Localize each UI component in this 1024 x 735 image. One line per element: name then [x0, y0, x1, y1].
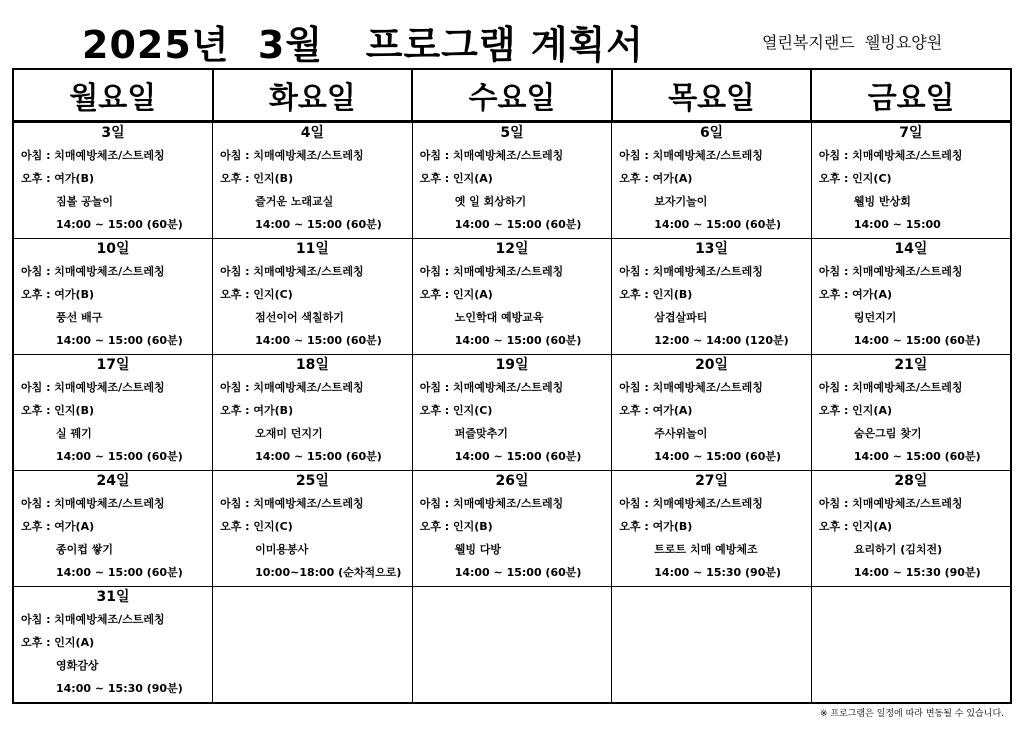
- afternoon-category: 오후 : 인지(C): [220, 288, 293, 301]
- activity-name: 짐볼 공놀이: [56, 195, 113, 208]
- empty-day-cell: [811, 587, 1011, 704]
- page-title: 2025년 3월 프로그램 계획서: [82, 23, 644, 67]
- morning-program: 아침 : 치매예방체조/스트레칭: [619, 497, 763, 510]
- day-number: 18일: [295, 357, 329, 373]
- day-number: 14일: [894, 241, 928, 257]
- activity-time: 14:00 ~ 15:00 (60분): [454, 334, 582, 347]
- day-number: 3일: [101, 125, 125, 141]
- activity-time: 14:00 ~ 15:30 (90분): [654, 566, 782, 579]
- day-cell: [412, 471, 612, 587]
- day-cell: [213, 471, 413, 587]
- activity-name: 웰빙 다방: [454, 543, 502, 556]
- activity-time: 14:00 ~ 15:00 (60분): [853, 334, 981, 347]
- day-cell-content: [413, 239, 612, 354]
- afternoon-category: 오후 : 인지(A): [419, 288, 493, 301]
- morning-program: 아침 : 치매예방체조/스트레칭: [21, 149, 165, 162]
- empty-day-cell: [612, 587, 812, 704]
- day-cell: [412, 122, 612, 239]
- activity-time: 14:00 ~ 15:00 (60분): [454, 218, 582, 231]
- week-row: [13, 355, 1011, 471]
- afternoon-category: 오후 : 인지(B): [419, 520, 493, 533]
- day-number: 26일: [495, 473, 529, 489]
- morning-program: 아침 : 치매예방체조/스트레칭: [619, 149, 763, 162]
- day-cell-content: [812, 471, 1010, 586]
- day-number: 13일: [695, 241, 729, 257]
- afternoon-category: 오후 : 인지(C): [220, 520, 293, 533]
- day-number: 31일: [96, 589, 130, 605]
- afternoon-category: 오후 : 인지(A): [818, 520, 893, 533]
- afternoon-category: 오후 : 여가(A): [619, 404, 693, 417]
- activity-name: 요리하기 (김치전): [853, 543, 943, 556]
- afternoon-category: 오후 : 인지(B): [619, 288, 693, 301]
- morning-program: 아침 : 치매예방체조/스트레칭: [419, 497, 564, 510]
- footer-note: ※ 프로그램은 일정에 따라 변동될 수 있습니다.: [819, 709, 1004, 719]
- morning-program: 아침 : 치매예방체조/스트레칭: [21, 265, 165, 278]
- activity-name: 점선이어 색칠하기: [255, 311, 344, 324]
- weekday-header-tuesday: 화요일: [213, 69, 413, 122]
- activity-time: 14:00 ~ 15:00 (60분): [654, 450, 782, 463]
- activity-name: 숨은그림 찾기: [853, 427, 922, 440]
- activity-time: 14:00 ~ 15:00 (60분): [654, 218, 782, 231]
- day-cell-content: [213, 471, 412, 586]
- day-cell: [811, 239, 1011, 355]
- activity-time: 14:00 ~ 15:00 (60분): [255, 334, 382, 347]
- activity-time: 14:00 ~ 15:30 (90분): [853, 566, 981, 579]
- weekday-header-friday: 금요일: [811, 69, 1011, 122]
- activity-name: 보자기놀이: [654, 195, 708, 208]
- day-number: 20일: [695, 357, 729, 373]
- activity-name: 퍼즐맞추기: [454, 427, 508, 440]
- day-cell: [811, 355, 1011, 471]
- activity-time: 14:00 ~ 15:00 (60분): [56, 334, 183, 347]
- day-number: 21일: [894, 357, 928, 373]
- organization-name: 열린복지랜드 웰빙요양원: [762, 33, 943, 52]
- day-cell-content: [413, 355, 612, 470]
- day-number: 27일: [695, 473, 729, 489]
- morning-program: 아침 : 치매예방체조/스트레칭: [419, 381, 564, 394]
- day-cell-content: [612, 123, 811, 238]
- week-row: [13, 471, 1011, 587]
- week-row: [13, 239, 1011, 355]
- morning-program: 아침 : 치매예방체조/스트레칭: [21, 381, 165, 394]
- day-cell: [412, 355, 612, 471]
- weekday-header-monday: 월요일: [13, 69, 213, 122]
- morning-program: 아침 : 치매예방체조/스트레칭: [220, 265, 364, 278]
- day-cell-content: [213, 239, 412, 354]
- day-cell: [811, 122, 1011, 239]
- day-cell: [13, 587, 213, 704]
- week-row: [13, 587, 1011, 704]
- afternoon-category: 오후 : 여가(B): [21, 288, 95, 301]
- morning-program: 아침 : 치매예방체조/스트레칭: [419, 149, 564, 162]
- activity-name: 이미용봉사: [255, 543, 309, 556]
- schedule-body: [13, 122, 1011, 704]
- day-cell-content: [612, 471, 811, 586]
- day-cell: [612, 471, 812, 587]
- morning-program: 아침 : 치매예방체조/스트레칭: [419, 265, 564, 278]
- activity-time: 14:00 ~ 15:00 (60분): [454, 450, 582, 463]
- day-number: 17일: [96, 357, 130, 373]
- activity-time: 14:00 ~ 15:30 (90분): [56, 682, 183, 695]
- morning-program: 아침 : 치매예방체조/스트레칭: [220, 497, 364, 510]
- activity-time: 10:00~18:00 (순차적으로): [255, 566, 402, 579]
- activity-time: 14:00 ~ 15:00 (60분): [255, 450, 382, 463]
- day-cell-content: [812, 123, 1010, 238]
- morning-program: 아침 : 치매예방체조/스트레칭: [818, 149, 963, 162]
- day-cell: [13, 239, 213, 355]
- day-cell: [811, 471, 1011, 587]
- afternoon-category: 오후 : 인지(A): [818, 404, 893, 417]
- afternoon-category: 오후 : 여가(B): [619, 520, 693, 533]
- day-cell-content: [812, 355, 1010, 470]
- activity-time: 14:00 ~ 15:00 (60분): [56, 450, 183, 463]
- day-cell: [213, 239, 413, 355]
- day-number: 19일: [495, 357, 529, 373]
- afternoon-category: 오후 : 인지(C): [818, 172, 892, 185]
- day-cell-content: [612, 239, 811, 354]
- afternoon-category: 오후 : 인지(A): [21, 636, 95, 649]
- day-number: 25일: [295, 473, 329, 489]
- morning-program: 아침 : 치매예방체조/스트레칭: [21, 613, 165, 626]
- day-cell: [612, 355, 812, 471]
- day-cell-content: [14, 471, 212, 586]
- day-number: 10일: [96, 241, 130, 257]
- day-cell-content: [14, 587, 212, 702]
- activity-name: 웰빙 반상회: [853, 195, 911, 208]
- activity-time: 14:00 ~ 15:00 (60분): [56, 218, 183, 231]
- day-cell: [13, 122, 213, 239]
- afternoon-category: 오후 : 여가(A): [818, 288, 893, 301]
- afternoon-category: 오후 : 인지(B): [21, 404, 95, 417]
- empty-day-cell: [213, 587, 413, 704]
- day-cell: [13, 471, 213, 587]
- afternoon-category: 오후 : 여가(B): [21, 172, 95, 185]
- activity-time: 14:00 ~ 15:00 (60분): [255, 218, 382, 231]
- activity-time: 14:00 ~ 15:00 (60분): [56, 566, 183, 579]
- activity-name: 링던지기: [853, 311, 897, 324]
- afternoon-category: 오후 : 인지(A): [419, 172, 493, 185]
- afternoon-category: 오후 : 여가(B): [220, 404, 294, 417]
- day-number: 7일: [899, 125, 923, 141]
- day-cell: [213, 355, 413, 471]
- day-cell-content: [812, 239, 1010, 354]
- morning-program: 아침 : 치매예방체조/스트레칭: [21, 497, 165, 510]
- activity-time: 12:00 ~ 14:00 (120분): [654, 334, 789, 347]
- day-cell-content: [413, 471, 612, 586]
- day-number: 11일: [295, 241, 329, 257]
- activity-name: 즐거운 노래교실: [255, 195, 334, 208]
- morning-program: 아침 : 치매예방체조/스트레칭: [818, 265, 963, 278]
- day-cell: [412, 239, 612, 355]
- afternoon-category: 오후 : 인지(B): [220, 172, 294, 185]
- weekday-header-row: [13, 69, 1011, 122]
- day-cell-content: [612, 355, 811, 470]
- day-number: 28일: [894, 473, 928, 489]
- schedule-table: [12, 68, 1012, 704]
- weekday-header-wednesday: 수요일: [412, 69, 612, 122]
- weekday-header-thursday: 목요일: [612, 69, 812, 122]
- morning-program: 아침 : 치매예방체조/스트레칭: [619, 381, 763, 394]
- activity-name: 종이컵 쌓기: [56, 543, 113, 556]
- activity-name: 풍선 배구: [56, 311, 103, 324]
- afternoon-category: 오후 : 인지(C): [419, 404, 493, 417]
- morning-program: 아침 : 치매예방체조/스트레칭: [220, 149, 364, 162]
- activity-name: 실 꿰기: [56, 427, 92, 440]
- activity-name: 영화감상: [56, 659, 99, 672]
- day-cell-content: [213, 355, 412, 470]
- activity-time: 14:00 ~ 15:00 (60분): [853, 450, 981, 463]
- day-cell-content: [14, 239, 212, 354]
- day-cell: [612, 122, 812, 239]
- morning-program: 아침 : 치매예방체조/스트레칭: [818, 381, 963, 394]
- day-cell: [13, 355, 213, 471]
- day-number: 24일: [96, 473, 130, 489]
- activity-time: 14:00 ~ 15:00: [853, 218, 941, 231]
- morning-program: 아침 : 치매예방체조/스트레칭: [619, 265, 763, 278]
- activity-name: 삼겹살파티: [654, 311, 708, 324]
- day-cell: [213, 122, 413, 239]
- day-cell-content: [14, 123, 212, 238]
- week-row: [13, 122, 1011, 239]
- day-number: 12일: [495, 241, 529, 257]
- day-number: 5일: [500, 125, 524, 141]
- day-number: 6일: [699, 125, 724, 141]
- day-cell-content: [14, 355, 212, 470]
- afternoon-category: 오후 : 여가(A): [21, 520, 95, 533]
- activity-name: 트로트 치매 예방체조: [654, 543, 758, 556]
- activity-name: 오재미 던지기: [255, 427, 323, 440]
- day-cell-content: [413, 123, 612, 238]
- morning-program: 아침 : 치매예방체조/스트레칭: [220, 381, 364, 394]
- empty-day-cell: [412, 587, 612, 704]
- day-cell: [612, 239, 812, 355]
- afternoon-category: 오후 : 여가(A): [619, 172, 693, 185]
- day-cell-content: [213, 123, 412, 238]
- day-number: 4일: [300, 125, 325, 141]
- activity-name: 주사위놀이: [654, 427, 708, 440]
- activity-name: 옛 일 회상하기: [454, 195, 527, 208]
- morning-program: 아침 : 치매예방체조/스트레칭: [818, 497, 963, 510]
- activity-name: 노인학대 예방교육: [454, 311, 544, 324]
- activity-time: 14:00 ~ 15:00 (60분): [454, 566, 582, 579]
